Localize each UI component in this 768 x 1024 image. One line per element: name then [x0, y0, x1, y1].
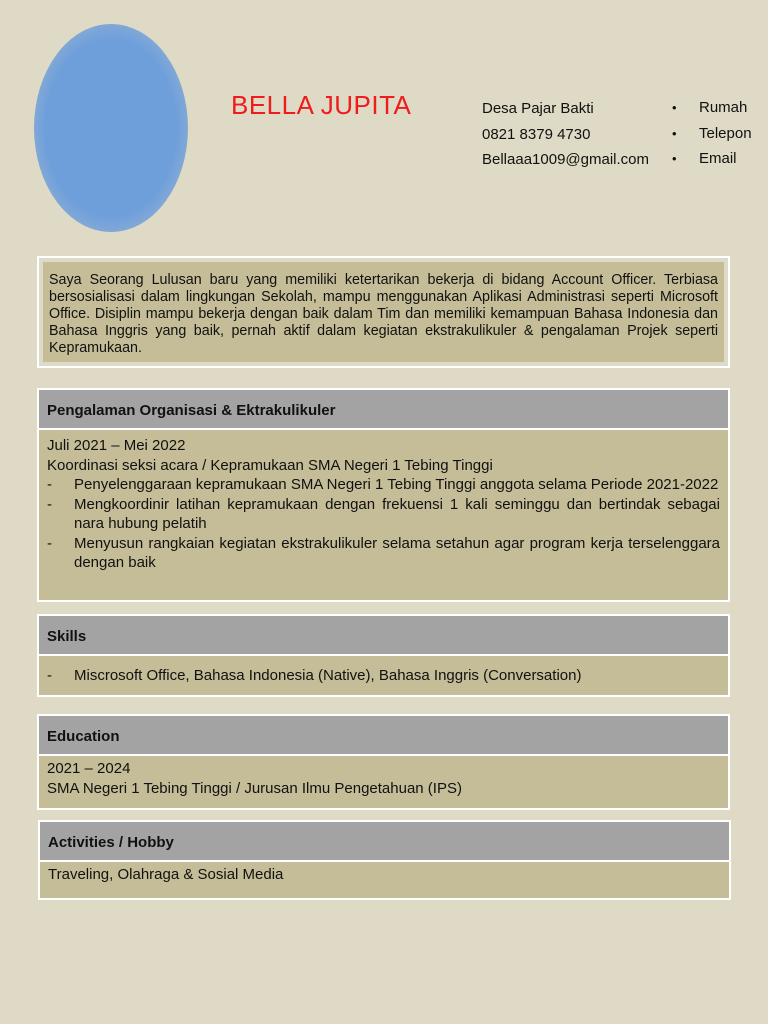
contact-label-email: Email — [699, 150, 737, 167]
section-heading: Skills — [39, 616, 728, 654]
contact-label-row — [668, 95, 752, 121]
section-heading: Pengalaman Organisasi & Ektrakulikuler — [39, 390, 728, 428]
experience-section — [37, 388, 730, 602]
skills-section — [37, 614, 730, 697]
contact-labels — [668, 95, 752, 172]
list-item-text: Mengkoordinir latihan kepramukaan dengan frekuensi 1 kali seminggu dan bertindak sebagai nara hubung pelatih — [74, 495, 720, 532]
activities-body — [40, 862, 729, 898]
contact-address: Desa Pajar Bakti — [482, 100, 594, 117]
contact-values — [482, 96, 649, 173]
profile-photo — [34, 24, 188, 232]
bullet-icon: • — [672, 100, 677, 115]
list-item — [47, 495, 720, 534]
dash-marker: - — [47, 534, 52, 552]
skills-body — [39, 656, 728, 695]
contact-label-home: Rumah — [699, 99, 748, 116]
dash-marker: - — [47, 495, 52, 513]
experience-body — [39, 430, 728, 600]
experience-role: Koordinasi seksi acara / Kepramukaan SMA Negeri 1 Tebing Tinggi — [47, 456, 493, 474]
experience-period: Juli 2021 – Mei 2022 — [47, 437, 186, 454]
dash-marker: - — [47, 476, 52, 493]
contact-email: Bellaaa1009@gmail.com — [482, 151, 649, 168]
list-item — [47, 475, 720, 495]
section-heading: Activities / Hobby — [40, 822, 729, 860]
contact-label-row — [668, 146, 752, 172]
dash-marker: - — [47, 667, 52, 684]
activities-text: Traveling, Olahraga & Sosial Media — [48, 866, 284, 883]
list-item — [47, 666, 720, 686]
contact-label-row — [668, 121, 752, 147]
section-heading: Education — [39, 716, 728, 754]
education-period: 2021 – 2024 — [47, 760, 131, 777]
education-body — [39, 756, 728, 808]
bullet-icon: • — [672, 151, 677, 166]
contact-phone: 0821 8379 4730 — [482, 125, 591, 143]
list-item — [47, 534, 720, 573]
skills-text: Miscrosoft Office, Bahasa Indonesia (Native), Bahasa Inggris (Conversation) — [74, 667, 582, 684]
list-item-text: Menyusun rangkaian kegiatan ekstrakulikuler selama setahun agar program kerja terselenggara dengan baik — [74, 534, 720, 571]
contact-label-phone: Telepon — [699, 124, 752, 142]
list-item-text: Penyelenggaraan kepramukaan SMA Negeri 1 Tebing Tinggi anggota selama Periode 2021-2022 — [74, 476, 719, 493]
education-section — [37, 714, 730, 810]
candidate-name: BELLA JUPITA — [231, 90, 412, 120]
education-school: SMA Negeri 1 Tebing Tinggi / Jurusan Ilmu Pengetahuan (IPS) — [47, 779, 462, 797]
summary-text: Saya Seorang Lulusan baru yang memiliki ketertarikan bekerja di bidang Account Officer. Terbiasa bersosialisasi dalam lingkungan Sekolah, mampu menggunakan Aplikasi Administrasi seperti Microsoft Office. Disiplin mampu bekerja dengan baik dalam Tim dan memiliki kemampuan Bahasa Indonesia dan Bahasa Inggris yang baik, pernah aktif dalam kegiatan ekstrakulikuler & pengalaman Projek seperti Kepramukaan. — [43, 262, 724, 362]
bullet-icon: • — [672, 125, 677, 141]
activities-section — [38, 820, 731, 900]
summary-box — [37, 256, 730, 368]
